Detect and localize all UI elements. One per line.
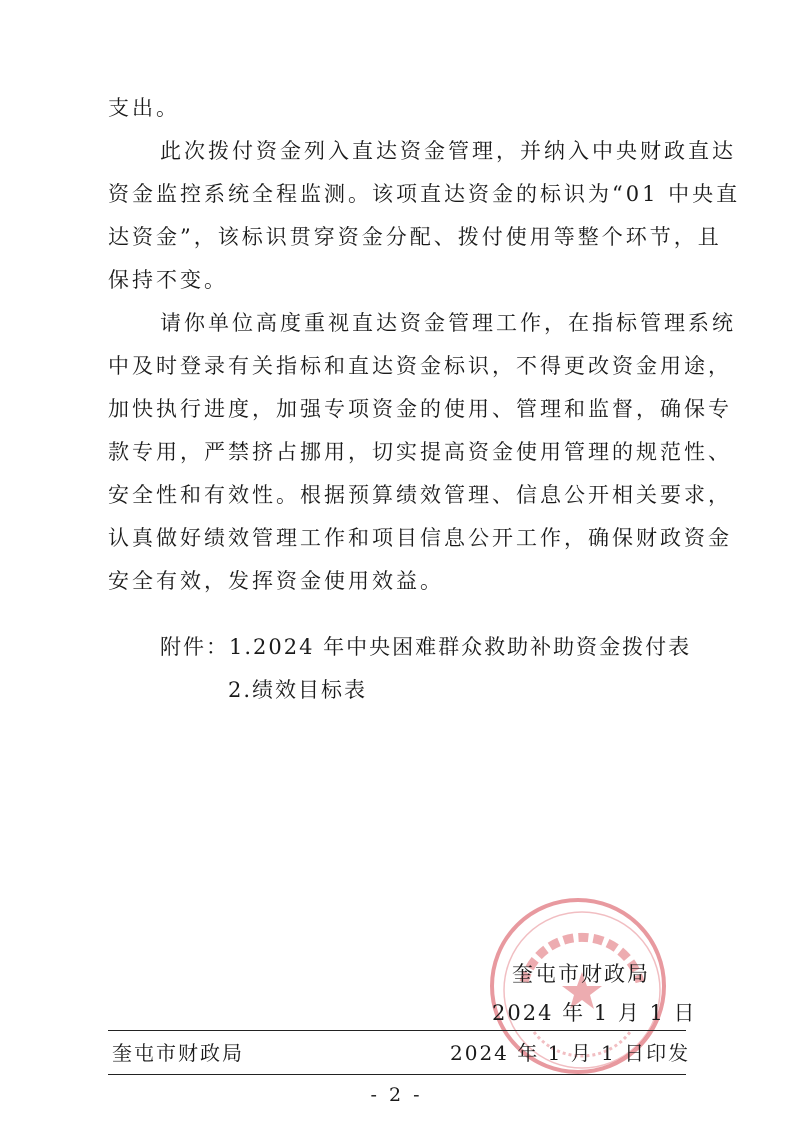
- body-line: 款专用，严禁挤占挪用，切实提高资金使用管理的规范性、: [108, 440, 732, 464]
- body-line: 资金监控系统全程监测。该项直达资金的标识为“01 中央直: [108, 182, 741, 206]
- body-line: 安全性和有效性。根据预算绩效管理、信息公开相关要求，: [108, 483, 732, 507]
- attachment-item-2: 2.绩效目标表: [228, 678, 368, 702]
- attachment-item-1: 附件：1.2024 年中央困难群众救助补助资金拨付表: [160, 635, 692, 659]
- body-line: 请你单位高度重视直达资金管理工作，在指标管理系统: [160, 311, 736, 335]
- signature-organization: 奎屯市财政局: [512, 962, 650, 986]
- body-line: 达资金”，该标识贯穿资金分配、拨付使用等整个环节，且: [108, 225, 722, 249]
- page-number: - 2 -: [370, 1084, 423, 1106]
- body-line: 认真做好绩效管理工作和项目信息公开工作，确保财政资金: [108, 526, 732, 550]
- body-line: 保持不变。: [108, 268, 228, 292]
- body-line: 支出。: [108, 96, 180, 120]
- body-line: 加快执行进度，加强专项资金的使用、管理和监督，确保专: [108, 397, 732, 421]
- body-line: 此次拨付资金列入直达资金管理，并纳入中央财政直达: [160, 139, 736, 163]
- footer-divider-top: [108, 1030, 686, 1031]
- body-line: 安全有效，发挥资金使用效益。: [108, 569, 444, 593]
- footer-issue-date: 2024 年 1 月 1 日印发: [450, 1041, 691, 1065]
- footer-divider-bottom: [108, 1074, 686, 1075]
- footer-issuer: 奎屯市财政局: [112, 1041, 244, 1065]
- signature-date: 2024 年 1 月 1 日: [492, 1001, 697, 1025]
- body-line: 中及时登录有关指标和直达资金标识，不得更改资金用途，: [108, 354, 732, 378]
